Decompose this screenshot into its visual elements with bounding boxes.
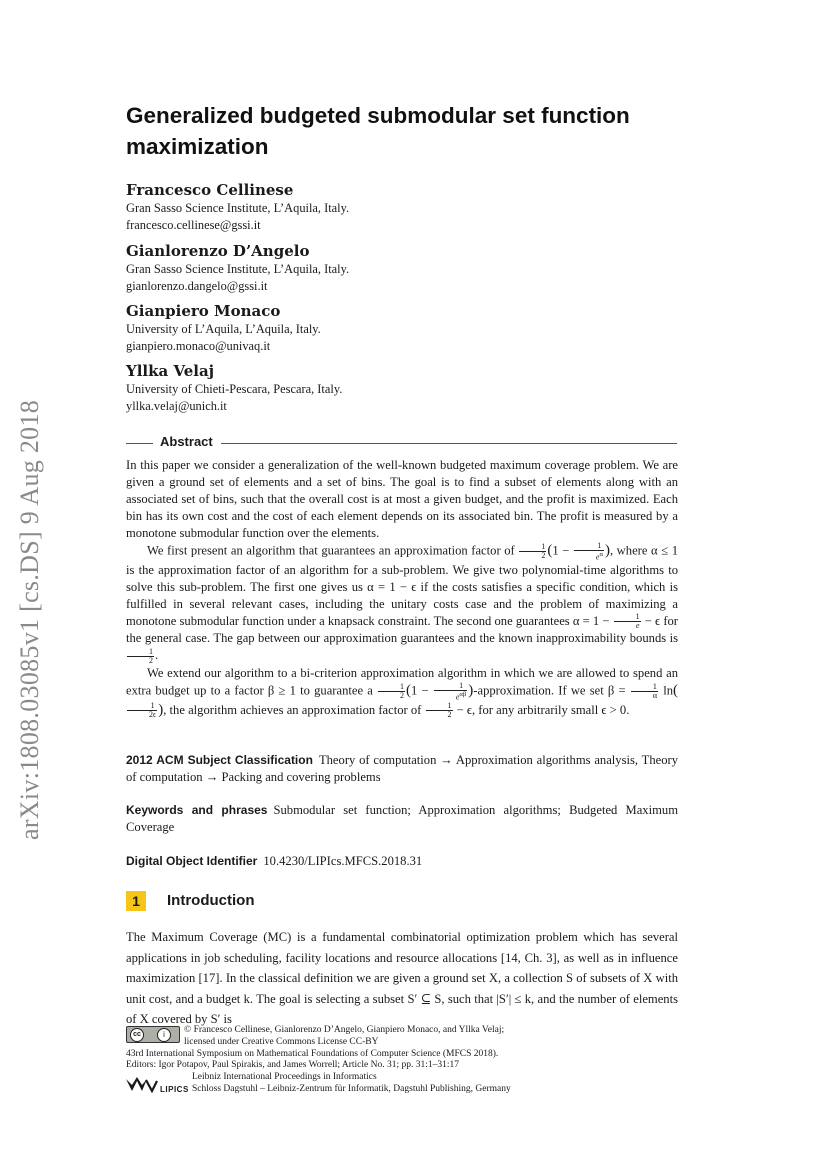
doi xyxy=(126,853,678,870)
abstract-text: , where α ≤ 1 is the approximation factor of an algorithm for a sub-problem. We give two polynomial-time algorithms to solve this sub-problem. The first one gives us α = 1 − ϵ if the costs satisfies a specific condition, which is fulfilled in several relevant cases, including the unitary costs case and the problem of maximizing a monotone submodular function under a knapsack constraint. The second one guarantees α = 1 − xyxy=(126,543,679,628)
author-name: Francesco Cellinese xyxy=(126,181,294,199)
fraction: $\frac{1}{2}$ xyxy=(426,702,453,719)
fraction: $\frac{1}{e}$ xyxy=(614,613,641,630)
copyright-line: © Francesco Cellinese, Gianlorenzo D’Angelo, Gianpiero Monaco, and Yllka Velaj; xyxy=(184,1025,505,1035)
acm-classification-label: 2012 ACM Subject Classification xyxy=(126,753,313,767)
acm-classification xyxy=(126,752,678,786)
author-affiliation: University of L’Aquila, L’Aquila, Italy. xyxy=(126,322,321,336)
abstract-text: We first present an algorithm that guarantees an approximation factor of xyxy=(147,543,515,558)
author-email[interactable]: yllka.velaj@unich.it xyxy=(126,399,227,413)
author-email[interactable]: francesco.cellinese@gssi.it xyxy=(126,218,261,232)
doi-label: Digital Object Identifier xyxy=(126,854,258,868)
abstract-text: − ϵ for the general case. The gap between our approximation guarantees and the known inapproximability bounds is xyxy=(126,613,679,646)
divider xyxy=(221,443,677,444)
abstract-heading xyxy=(126,434,677,454)
cc-icon: cc xyxy=(130,1028,144,1042)
abstract-text: -approximation. If we set β = xyxy=(473,683,626,698)
abstract-text: We extend our algorithm to a bi-criterion approximation algorithm in which we are allowed to spend an extra budget up to a factor β ≥ 1 to guarantee a xyxy=(126,665,678,698)
author-affiliation: University of Chieti-Pescara, Pescara, Italy. xyxy=(126,382,343,396)
keywords xyxy=(126,802,678,836)
abstract-text: − ϵ, for any arbitrarily small ϵ > 0. xyxy=(456,702,630,717)
abstract-paragraph: In this paper we consider a generalization of the well-known budgeted maximum coverage problem. We are given a ground set of elements and a set of bins. The goal is to find a subset of elements along with an associated set of bins, such that the overall cost is at most a given budget, and the profit is maximized. Each bin has its own cost and the cost of each element depends on its associated bin. The profit is measured by a monotone submodular function over the elements. xyxy=(126,458,678,540)
author-name: Gianpiero Monaco xyxy=(126,302,281,320)
author-block xyxy=(126,241,349,295)
cc-by-license-icon xyxy=(126,1026,180,1043)
author-affiliation: Gran Sasso Science Institute, L’Aquila, Italy. xyxy=(126,201,350,215)
license-line: licensed under Creative Commons License CC-BY xyxy=(184,1036,379,1047)
fraction: $\frac{1}{2}$ xyxy=(127,648,154,665)
editors-line: Editors: Igor Potapov, Paul Spirakis, and James Worrell; Article No. 31; pp. 31:1–31:17 xyxy=(126,1060,460,1071)
fraction: $\frac{1}{2}$ xyxy=(519,543,546,560)
abstract-text: . xyxy=(155,648,159,663)
abstract-text: , the algorithm achieves an approximation factor of xyxy=(163,702,422,717)
author-email[interactable]: gianpiero.monaco@univaq.it xyxy=(126,339,271,353)
fraction: $\frac{1}{\alpha}$ xyxy=(631,683,658,700)
abstract-body xyxy=(126,457,678,719)
section-title: Introduction xyxy=(167,892,255,909)
fraction: $\frac{1}{2\epsilon}$ xyxy=(127,702,157,719)
divider xyxy=(126,443,153,444)
abstract-paragraph: We first present an algorithm that guarantees an approximation factor of $\frac{1}{2}$ (1 − $\frac{1}{e^\alpha}$ ), where α ≤ 1 is the approximation factor of an algorithm for a sub-problem. We give two polynomial-time algorithms to solve this sub-problem. The first one gives us α = 1 − ϵ if the costs satisfies a specific condition, which is fulfilled in several relevant cases, including the unitary costs case and the problem of maximizing a monotone submodular function under a knapsack constraint. The second one guarantees α = 1 − $\frac{1}{e}$ − ϵ for the general case. The gap between our approximation guarantees and the known inapproximability bounds is $\frac{1}{2}$ . xyxy=(126,541,679,665)
author-name: Gianlorenzo D’Angelo xyxy=(126,242,310,260)
author-name: Yllka Velaj xyxy=(126,362,215,380)
keywords-label: Keywords and phrases xyxy=(126,803,268,817)
lipics-logo-text: LIPICS xyxy=(160,1085,189,1094)
author-block xyxy=(126,180,349,234)
paper-title: Generalized budgeted submodular set function maximization xyxy=(126,103,630,159)
intro-text: The Maximum Coverage (MC) is a fundamental combinatorial optimization problem which has several applications in job scheduling, facility locations and resource allocations [14, Ch. 3], as well as in influence maximization [17]. In the classical definition we are given a ground set X, a collection S of subsets of X with unit cost, and a budget k. The goal is selecting a subset S′ ⊆ S, such that |S′| ≤ k, and the number of elements of X covered by S′ is xyxy=(126,930,678,1026)
lipics-name-line: Leibniz International Proceedings in Informatics xyxy=(192,1072,377,1083)
acm-classification-text: Theory of computation → Approximation algorithms analysis, Theory of computation → Packing and covering problems xyxy=(126,753,678,784)
author-email[interactable]: gianlorenzo.dangelo@gssi.it xyxy=(126,279,268,293)
section-number: 1 xyxy=(126,891,146,911)
fraction: $\frac{1}{2}$ xyxy=(378,683,405,700)
by-icon: i xyxy=(157,1028,171,1042)
author-affiliation: Gran Sasso Science Institute, L’Aquila, Italy. xyxy=(126,262,350,276)
doi-link[interactable]: 10.4230/LIPIcs.MFCS.2018.31 xyxy=(263,854,423,868)
keywords-text: Submodular set function; Approximation algorithms; Budgeted Maximum Coverage xyxy=(126,803,678,834)
author-block xyxy=(126,361,342,415)
fraction: $\frac{1}{e^\alpha}$ xyxy=(574,542,604,562)
abstract-paragraph: We extend our algorithm to a bi-criterion approximation algorithm in which we are allowed to spend an extra budget up to a factor β ≥ 1 to guarantee a $\frac{1}{2}$ (1 − $\frac{1}{e^{\alpha\beta}}$ )-approximation. If we set β = $\frac{1}{\alpha}$ ln( $\frac{1}{2\epsilon}$ ), the algorithm achieves an approximation factor of $\frac{1}{2}$ − ϵ, for any arbitrarily small ϵ > 0. xyxy=(126,665,679,720)
conference-line: 43rd International Symposium on Mathematical Foundations of Computer Science (MFCS 2018). xyxy=(126,1048,499,1059)
abstract-label: Abstract xyxy=(160,434,213,449)
author-block xyxy=(126,301,321,355)
arxiv-identifier: arXiv:1808.03085v1 [cs.DS] 9 Aug 2018 xyxy=(15,399,44,840)
intro-paragraph xyxy=(126,927,678,1030)
publisher-line: Schloss Dagstuhl – Leibniz-Zentrum für Informatik, Dagstuhl Publishing, Germany xyxy=(192,1084,511,1094)
fraction: $\frac{1}{e^{\alpha\beta}}$ xyxy=(434,682,467,702)
